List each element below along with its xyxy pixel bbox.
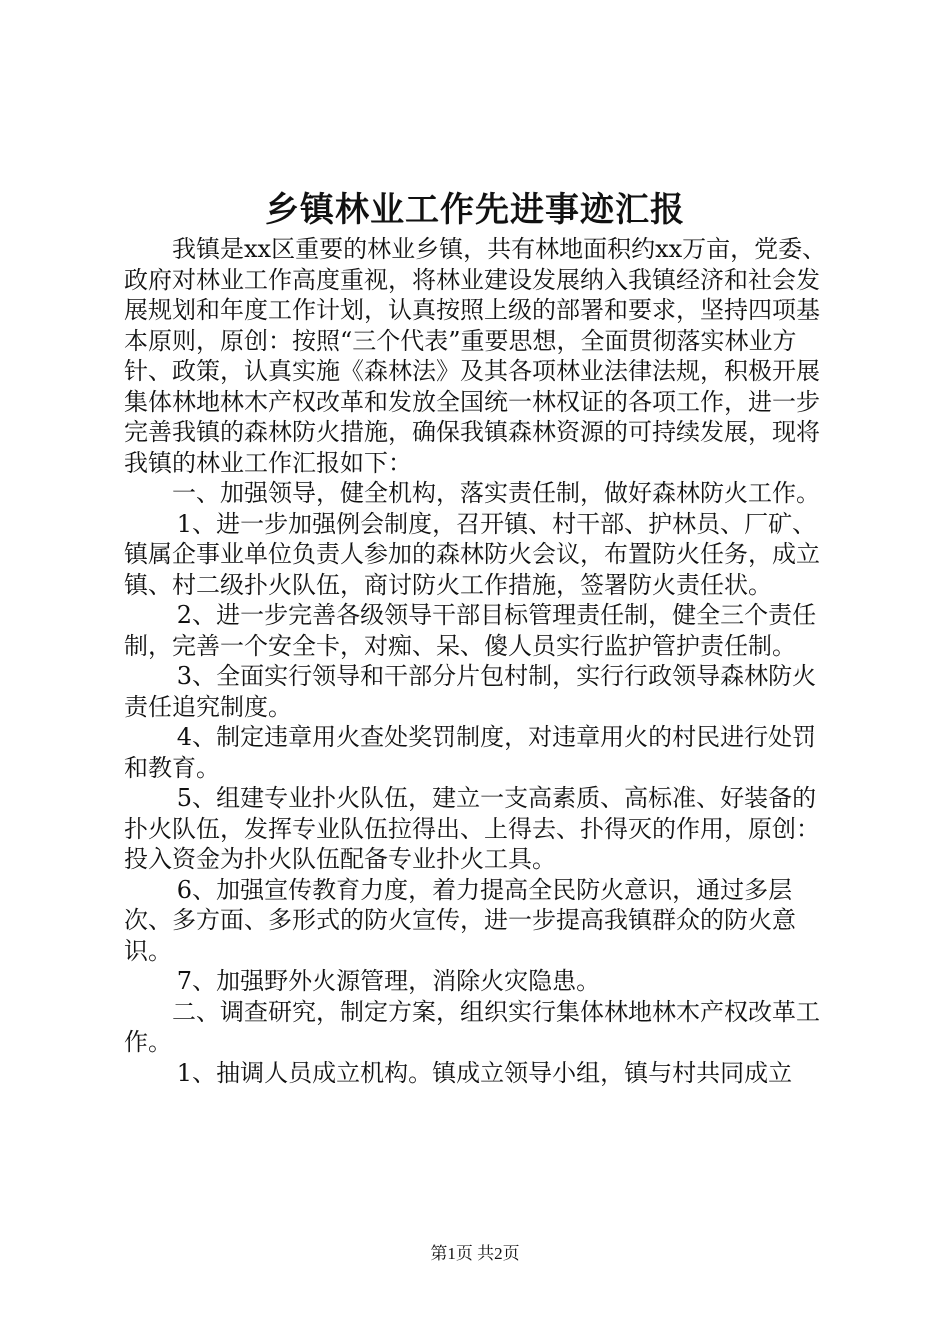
list-item: 2、进一步完善各级领导干部目标管理责任制，健全三个责任制，完善一个安全卡，对痴、呆、傻人员实行监护管护责任制。 (124, 601, 817, 660)
list-item: 1、抽调人员成立机构。镇成立领导小组，镇与村共同成立 (176, 1058, 793, 1087)
list-item: 4、制定违章用火查处奖罚制度，对违章用火的村民进行处罚和教育。 (124, 723, 817, 782)
section-heading-2: 二、调查研究，制定方案，组织实行集体林地林木产权改革工作。 (124, 997, 820, 1056)
list-item: 7、加强野外火源管理，消除火灾隐患。 (176, 967, 601, 995)
document-title: 乡镇林业工作先进事迹汇报 (265, 190, 685, 230)
document-body (124, 234, 840, 1088)
list-item: 5、组建专业扑火队伍，建立一支高素质、高标准、好装备的扑火队伍，发挥专业队伍拉得出、上得去、扑得灭的作用，原创：投入资金为扑火队伍配备专业扑火工具。 (124, 784, 820, 873)
paragraph-intro: 我镇是xx区重要的林业乡镇，共有林地面积约xx万亩，党委、政府对林业工作高度重视，将林业建设发展纳入我镇经济和社会发展规划和年度工作计划，认真按照上级的部署和要求，坚持四项基本原则，原创：按照“三个代表”重要思想，全面贯彻落实林业方针、政策，认真实施《森林法》及其各项林业法律法规，积极开展集体林地林木产权改革和发放全国统一林权证的各项工作，进一步完善我镇的森林防火措施，确保我镇森林资源的可持续发展，现将我镇的林业工作汇报如下： (124, 235, 827, 477)
list-item: 1、进一步加强例会制度，召开镇、村干部、护林员、厂矿、镇属企事业单位负责人参加的森林防火会议，布置防火任务，成立镇、村二级扑火队伍，商讨防火工作措施，签署防火责任状。 (124, 509, 820, 599)
list-item: 6、加强宣传教育力度，着力提高全民防火意识，通过多层次、多方面、多形式的防火宣传，进一步提高我镇群众的防火意识。 (124, 875, 796, 965)
page-footer: 第1页 共2页 (430, 1244, 520, 1263)
section-heading-1: 一、加强领导，健全机构，落实责任制，做好森林防火工作。 (172, 479, 820, 507)
list-item: 3、全面实行领导和干部分片包村制，实行行政领导森林防火责任追究制度。 (124, 662, 817, 721)
